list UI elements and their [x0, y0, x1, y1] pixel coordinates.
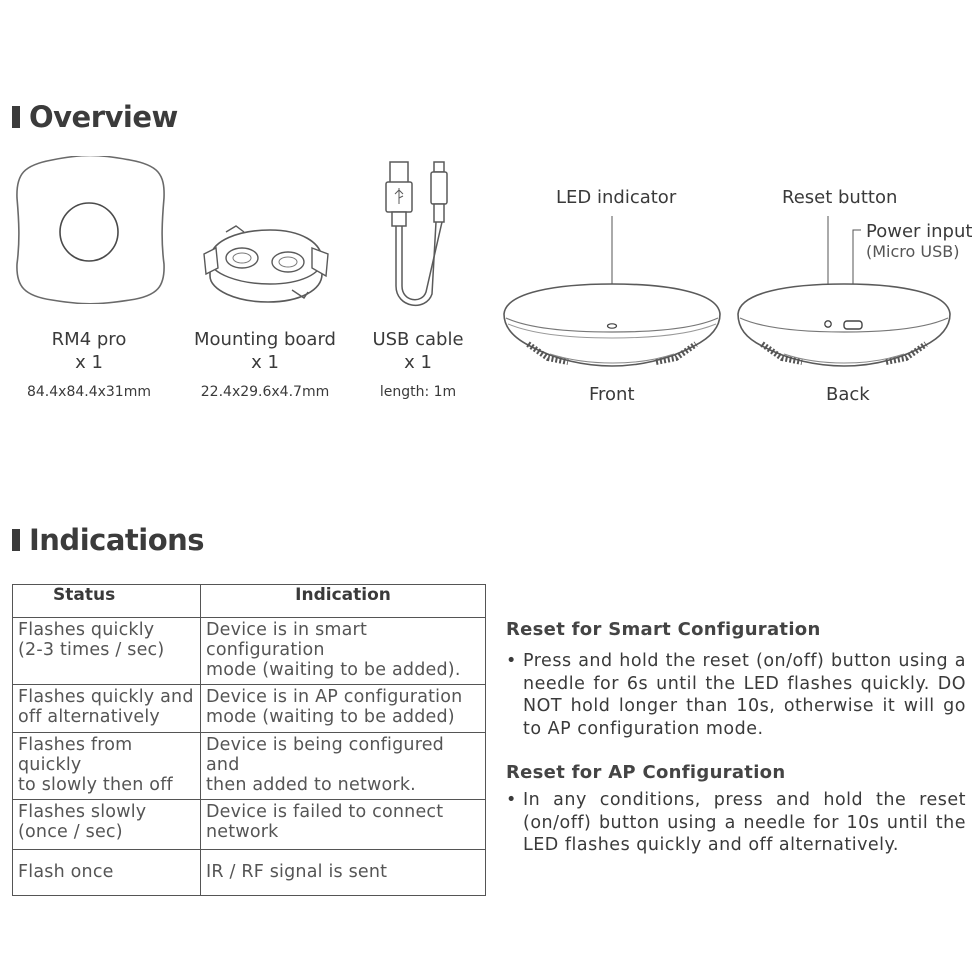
- cell-line: IR / RF signal is sent: [206, 861, 388, 882]
- heading-bar-icon: [12, 106, 20, 128]
- front-label: Front: [589, 384, 635, 405]
- product-name: Mounting board: [194, 329, 336, 350]
- bullet-icon: •: [506, 790, 517, 810]
- overview-heading-text: Overview: [29, 100, 178, 134]
- usb-cable-image: [376, 158, 466, 314]
- indications-heading-text: Indications: [29, 523, 205, 557]
- device-front-back-diagram: [498, 210, 968, 380]
- heading-bar-icon: [12, 529, 20, 551]
- table-row: [13, 800, 486, 850]
- product-qty: x 1: [251, 352, 279, 373]
- product-name: USB cable: [372, 329, 464, 350]
- reset-button-label: Reset button: [782, 187, 898, 208]
- status-cell: [13, 685, 201, 733]
- indication-cell: [201, 850, 486, 896]
- indications-heading: [12, 523, 204, 557]
- led-indicator-label: LED indicator: [556, 187, 677, 208]
- product-qty: x 1: [75, 352, 103, 373]
- cell-line: network: [206, 822, 279, 842]
- cell-line: Flashes quickly and: [18, 687, 194, 707]
- cell-line: Device is being configured and: [206, 735, 444, 775]
- product-qty: x 1: [404, 352, 432, 373]
- status-cell: [13, 850, 201, 896]
- cell-line: Device is in AP configuration: [206, 687, 463, 707]
- cell-line: mode (waiting to be added).: [206, 660, 461, 680]
- cell-line: (2-3 times / sec): [18, 640, 165, 660]
- indication-cell: [201, 800, 486, 850]
- cell-line: then added to network.: [206, 775, 416, 795]
- cell-line: mode (waiting to be added): [206, 707, 455, 727]
- overview-heading: [12, 100, 178, 134]
- back-label: Back: [826, 384, 870, 405]
- status-cell: [13, 800, 201, 850]
- indication-cell: [201, 685, 486, 733]
- reset-smart-text: [506, 650, 966, 740]
- mounting-board-image: [196, 218, 334, 308]
- power-input-label: Power input: [866, 221, 973, 242]
- rm4-pro-device-image: [12, 156, 168, 304]
- reset-ap-text: [506, 789, 966, 857]
- reset-ap-text-body: In any conditions, press and hold the reset (on/off) button using a needle for 10s until the LED flashes quickly and off alternatively.: [523, 790, 966, 855]
- reset-smart-title: Reset for Smart Configuration: [506, 619, 821, 640]
- cell-line: Flash once: [18, 861, 114, 882]
- power-input-sublabel: (Micro USB): [866, 242, 960, 261]
- product-mounting-board-label: [180, 328, 350, 374]
- product-dimensions: 84.4x84.4x31mm: [26, 384, 151, 400]
- cell-line: Flashes slowly: [18, 802, 147, 822]
- table-header-status: Status: [13, 585, 201, 618]
- product-dimensions: 22.4x29.6x4.7mm: [200, 384, 330, 400]
- cell-line: to slowly then off: [18, 775, 173, 795]
- indication-cell: [201, 618, 486, 685]
- table-header-row: [13, 585, 486, 618]
- table-row: [13, 618, 486, 685]
- status-cell: [13, 618, 201, 685]
- status-cell: [13, 733, 201, 800]
- cell-line: Flashes from quickly: [18, 735, 133, 775]
- reset-smart-text-body: Press and hold the reset (on/off) button using a needle for 6s until the LED flashes quickly. DO NOT hold longer than 10s, otherwise it will go to AP configuration mode.: [523, 651, 966, 739]
- product-rm4-pro-label: [4, 328, 174, 374]
- cell-line: (once / sec): [18, 822, 123, 842]
- cell-line: Device is in smart configuration: [206, 620, 368, 660]
- device-back-icon: [738, 284, 950, 366]
- cell-line: Device is failed to connect: [206, 802, 444, 822]
- indications-table: [12, 584, 486, 896]
- device-front-icon: [504, 284, 720, 366]
- bullet-icon: •: [506, 651, 517, 671]
- table-row: [13, 850, 486, 896]
- table-row: [13, 733, 486, 800]
- table-header-indication: Indication: [201, 585, 486, 618]
- table-row: [13, 685, 486, 733]
- product-dimensions: length: 1m: [379, 384, 457, 400]
- cell-line: off alternatively: [18, 707, 160, 727]
- indication-cell: [201, 733, 486, 800]
- product-usb-cable-label: [333, 328, 503, 374]
- reset-ap-title: Reset for AP Configuration: [506, 762, 786, 783]
- cell-line: Flashes quickly: [18, 620, 155, 640]
- product-name: RM4 pro: [51, 329, 127, 350]
